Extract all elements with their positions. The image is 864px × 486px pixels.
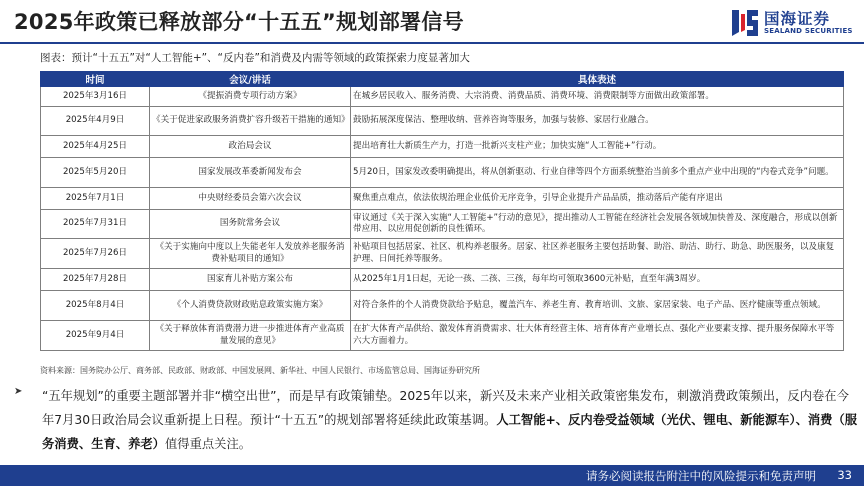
brand-logo [730,6,860,40]
table-row [41,269,844,291]
bullet-text-normal: “五年规划”的重要主题部署并非“横空出世”，而是早有政策铺垫。2025年以来，新兴及未来产业相关政策密集发布，刺激消费政策频出，反内卷在今年7月30日政治局会议重新提上日程。预计“十五五”的规划部署将延续此政策基调。 [42,389,849,427]
row-time: 2025年9月4日 [41,321,150,351]
row-meeting: 《关于释放体育消费潜力进一步推进体育产业高质量发展的意见》 [150,321,351,351]
row-meeting: 《个人消费贷款财政贴息政策实施方案》 [150,291,351,321]
page-title: 2025年政策已释放部分“十五五”规划部署信号 [14,10,464,34]
brand-name-cn: 国海证券 [764,10,831,28]
column-header-time: 时间 [41,72,150,87]
arrow-bullet-icon: ➤ [14,386,23,397]
bullet-text-bold: 人工智能+、反内卷受益领域（光伏、锂电、新能源车）、消费（服务消费、生育、养老） [42,413,858,451]
row-time: 2025年5月20日 [41,158,150,188]
page-header [0,0,864,42]
row-desc: 审议通过《关于深入实施“人工智能+”行动的意见》，提出推动人工智能在经济社会发展各领域加快普及、深度融合，形成以创新带应用、以应用促创新的良性循环。 [351,210,844,239]
table-row [41,136,844,158]
page-number: 33 [837,468,852,482]
row-meeting: 政治局会议 [150,136,351,158]
footer-disclaimer: 请务必阅读报告附注中的风险提示和免责声明 [586,469,816,483]
row-time: 2025年3月16日 [41,87,150,107]
row-desc: 在城乡居民收入、服务消费、大宗消费、消费品质、消费环境、消费限制等方面做出政策部署。 [351,87,844,107]
row-time: 2025年4月25日 [41,136,150,158]
row-desc: 在扩大体育产品供给、激发体育消费需求、壮大体育经营主体、培育体育产业增长点、强化产业要素支撑、提升服务保障水平等六大方面着力。 [351,321,844,351]
row-desc: 鼓励拓展深度保洁、整理收纳、营养咨询等服务，加强与装修、家居行业融合。 [351,107,844,136]
row-meeting: 国务院常务会议 [150,210,351,239]
brand-name-en: SEALAND SECURITIES [764,27,853,35]
row-meeting: 《关于实施向中度以上失能老年人发放养老服务消费补贴项目的通知》 [150,239,351,269]
row-time: 2025年7月31日 [41,210,150,239]
bullet-text [42,384,860,456]
header-divider [0,42,864,44]
row-time: 2025年7月28日 [41,269,150,291]
row-time: 2025年7月26日 [41,239,150,269]
table-row [41,188,844,210]
row-time: 2025年7月1日 [41,188,150,210]
table-row [41,87,844,107]
column-header-meeting: 会议/讲话 [150,72,351,87]
row-meeting: 国家育儿补贴方案公布 [150,269,351,291]
policy-table [40,71,844,351]
row-meeting: 中央财经委员会第六次会议 [150,188,351,210]
bullet-text-tail: 值得重点关注。 [164,437,252,451]
table-row [41,291,844,321]
table-caption: 图表：预计“十五五”对“人工智能+”、“反内卷”和消费及内需等领域的政策探索力度显著加大 [40,52,470,64]
table-row [41,158,844,188]
row-desc: 从2025年1月1日起，无论一孩、二孩、三孩，每年均可领取3600元补贴，直至年满3周岁。 [351,269,844,291]
source-note: 资料来源：国务院办公厅、商务部、民政部、财政部、中国发展网、新华社、中国人民银行、市场监管总局、国海证券研究所 [40,366,480,375]
row-desc: 5月20日，国家发改委明确提出，将从创新驱动、行业自律等四个方面系统整治当前多个重点产业中出现的“内卷式竞争”问题。 [351,158,844,188]
table-row [41,107,844,136]
table-row [41,239,844,269]
page-footer [0,465,864,486]
row-time: 2025年4月9日 [41,107,150,136]
table-header-row [41,72,844,87]
row-desc: 提出培育壮大新质生产力，打造一批新兴支柱产业；加快实施“人工智能+”行动。 [351,136,844,158]
row-meeting: 《提振消费专项行动方案》 [150,87,351,107]
row-desc: 聚焦重点难点，依法依规治理企业低价无序竞争，引导企业提升产品品质，推动落后产能有序退出 [351,188,844,210]
sealand-logo-icon [730,6,760,38]
row-desc: 补贴项目包括居家、社区、机构养老服务。居家、社区养老服务主要包括助餐、助浴、助洁、助行、助急、助医服务，以及康复护理、日间托养等服务。 [351,239,844,269]
row-desc: 对符合条件的个人消费贷款给予贴息，覆盖汽车、养老生育、教育培训、文旅、家居家装、电子产品、医疗健康等重点领域。 [351,291,844,321]
table-row [41,321,844,351]
row-time: 2025年8月4日 [41,291,150,321]
table-row [41,210,844,239]
row-meeting: 《关于促进家政服务消费扩容升级若干措施的通知》 [150,107,351,136]
bullet-paragraph [14,384,860,456]
row-meeting: 国家发展改革委新闻发布会 [150,158,351,188]
column-header-desc: 具体表述 [351,72,844,87]
